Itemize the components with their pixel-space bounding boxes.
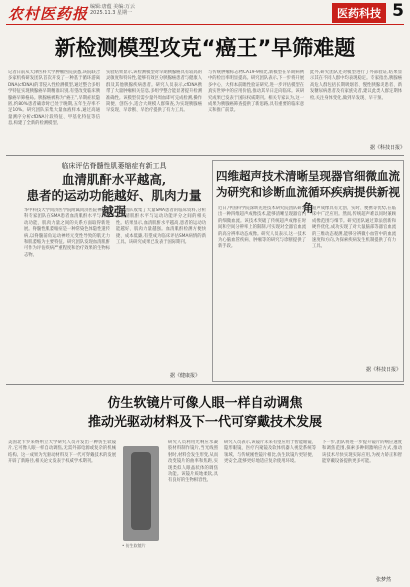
- lead-bottom-rule: [6, 155, 404, 156]
- date-info: [90, 4, 135, 16]
- article3-headline-2: 为研究和诊断血流循环疾病提供新视角: [216, 185, 400, 215]
- lead-col-4: 此外,研究团队还对模型进行了外部验证,结果显示其在不同人群中均表现稳定。专家指出,胰腺癌高危人群包括长期吸烟者、慢性胰腺炎患者、新发糖尿病患者及有家族史者,建议此类人群定期体检,关注身体变化,做到早发现、早干预。: [310, 70, 402, 101]
- article2-headline-2: 患者的运动功能越好、肌肉力量越强: [26, 188, 202, 219]
- article4-headline-2: 推动光驱动材料及下一代可穿戴技术发展: [87, 415, 322, 430]
- newspaper-brand: 农村医药报: [8, 5, 89, 23]
- article2-byline: 据《健康报》: [170, 373, 201, 379]
- editor-line: 编辑:唐蕴 美编:万云: [90, 4, 135, 10]
- lead-col-3: 与传统肿瘤标志物CA19-9相比,新模型在早期病例中的检出率明显提高。研究团队表示,下一步将开展多中心、大样本前瞻性验证研究,进一步评估模型在真实世界中的应用价值,推动其早日走向临床。该研究成果已发表于国际权威期刊。相关专家认为,这一成果为胰腺癌筛查提供了新思路,具有重要的临床意义和推广前景。: [208, 70, 304, 114]
- article4-col-2: 研究人员利用光响应水凝胶材料制作镜片,当光线照射时,材料会发生形变,从而改变镜片的曲率和焦距,实现类似人眼晶状体的调焦功能。该镜片质地柔软,具有良好的生物相容性。: [168, 440, 218, 484]
- article4-headline-1: 仿生软镜片可像人眼一样自动调焦: [107, 396, 303, 411]
- section-tag: 医药科技: [332, 3, 386, 23]
- article3-col-2: 超声成像具有无创、实时、便携等优势,在临床中广泛应用。然而,传统超声难以同时兼顾成像范围与细节。研究团队通过算法创新和硬件优化,成功实现了对大鼠脑部等器官血流的三维动态观测,能够分辨微小血管中的血流速度和方向,为探索疾病发生机制提供了有力工具。: [312, 206, 396, 250]
- lens-photo: [123, 446, 159, 541]
- date-line: 2025.11.3 星期一: [90, 10, 133, 16]
- article2-col-2: 研究团队收集了大量SMA患者的临床资料,分析了血清肌酐水平与运动功能评分之间的相关性。结果显示,血清肌酐水平越高,患者的运动功能越好、肌肉力量越强。血清肌酐检测方便快捷、成本低廉,有望成为临床评估SMA病情的新工具。该研究成果已发表于国际期刊。: [116, 208, 206, 246]
- masthead-rule: [6, 24, 404, 25]
- article4-byline: 张梦然: [376, 577, 392, 583]
- article4-col-1: 美国北卡罗来纳州立大学研究人员开发出一种仿生软镜片,它可像人眼一样自动调焦,无需外部电源或复杂的机械结构。这一成果为光驱动材料及下一代可穿戴技术的发展开辟了新路径,相关论文发表于权威学术期刊。: [8, 440, 116, 465]
- article4-top-rule: [6, 384, 404, 385]
- lead-headline: 新检测模型攻克“癌王”早筛难题: [54, 36, 356, 60]
- article4-col-3: 研究人员表示,该镜片未来有望应用于智能眼镜、隐形眼镜、医疗内窥镜及软体机器人视觉系统等领域。与传统刚性镜片相比,仿生软镜片更轻便、更安全,能够更好地适应复杂使用环境。: [224, 440, 316, 465]
- article4-col-4: 下一步,团队将进一步提升镜片的响应速度和调焦范围,探索多种刺激响应方式,推动该技术尽快实现实际应用,为视力矫正和智能穿戴设备提供更多可能。: [322, 440, 402, 465]
- article2-col-1: 华中科技大学同济医学院附属同济医院神经内科专家团队在SMA患者血清肌酐水平与其运动功能、肌肉力量之间的关系方面取得新进展。脊髓性肌萎缩症是一种常染色体隐性遗传病,以脊髓前角运动神经元变性导致的肌无力和肌萎缩为主要特征。研究团队发现血清肌酐可作为评估疾病严重程度和治疗效果的生物标志物。: [24, 208, 110, 258]
- article3-col-1: 近日,中国科学院深圳先进技术研究院团队研发出一种四维超声成像技术,能够清晰呈现器官内的细微血流。该技术突破了传统超声成像在时间和空间分辨率上的限制,可实现对全器官血流的高分辨率动态成像。研究人员表示,这一技术为心脑血管疾病、肿瘤等的研究与诊断提供了新手段。: [218, 206, 306, 250]
- photo-caption: • 仿生软镜片: [122, 543, 146, 548]
- masthead: [0, 0, 410, 22]
- article3-byline: 据《科技日报》: [366, 367, 402, 373]
- article2-kicker: 临床评估脊髓性肌萎缩症有新工具: [61, 162, 167, 170]
- page-number: 5: [392, 1, 404, 21]
- article2-headline-1: 血清肌酐水平越高,: [61, 172, 167, 187]
- article3-headline-1: 四维超声技术清晰呈现器官细微血流: [216, 169, 400, 183]
- lead-col-2: 实验结果显示,该检测模型对早期胰腺癌具有较高的灵敏度和特异性,能够有效区分胰腺癌患者与健康人群及其他胰腺疾病患者。研究人员表示,cfDNA携带了大量肿瘤相关信息,多组学整合能显著提升检测准确性。该模型仅需少量外周血即可完成检测,操作简便、创伤小,适合大规模人群筛查,为实现胰腺癌早发现、早诊断、早治疗提供了有力工具。: [106, 70, 202, 114]
- lead-col-1: 记者日前从天津医科大学肿瘤医院获悉,该院联合多家机构研发团队首次开发了一种基于循环游离DNA(cfDNA)的非侵入性检测模型,通过整合多组学特征实现胰腺癌早期精准识别,有望改变临床胰腺癌早筛格局。胰腺癌被称为“癌王”,早期症状隐匿,约80%患者确诊时已处于晚期,五年生存率不足10%。研究团队采集大量血液样本,通过高通量测序分析cfDNA片段特征、甲基化特征等信息,构建了全新的检测模型。: [8, 70, 100, 127]
- lead-byline: 据《科技日报》: [370, 145, 406, 151]
